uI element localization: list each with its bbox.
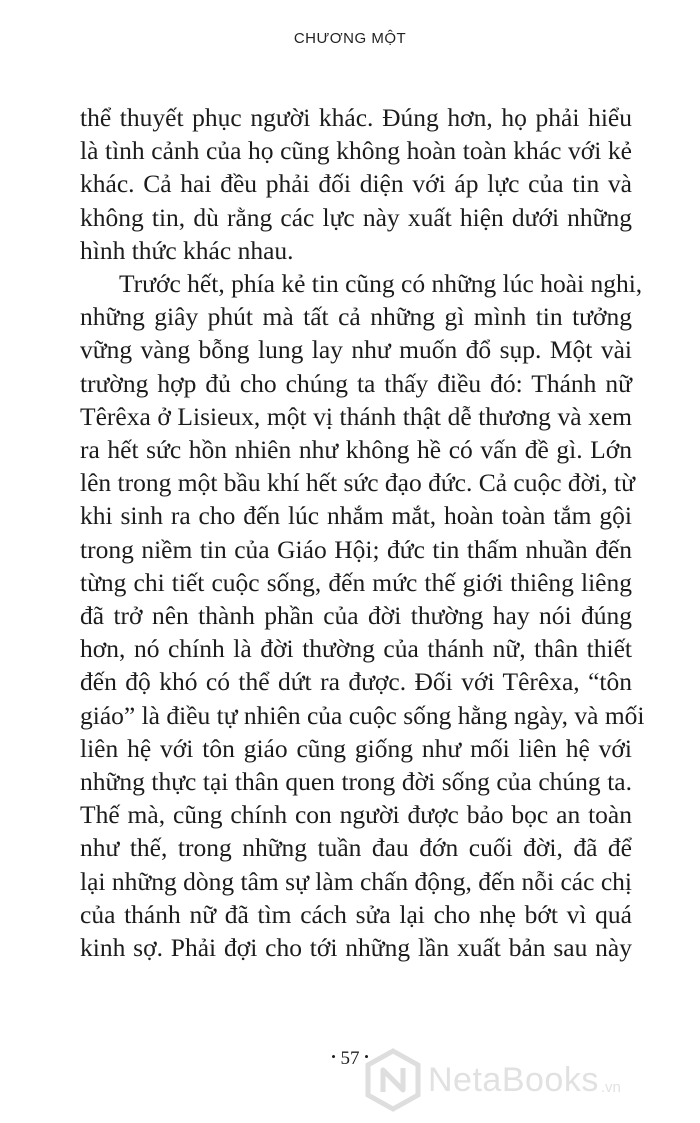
text-line: không tin, dù rằng các lực này xuất hiện dưới những <box>80 202 632 232</box>
chapter-header: CHƯƠNG MỘT <box>293 30 407 47</box>
text-line: kinh sợ. Phải đợi cho tới những lần xuất bản sau này <box>80 933 632 963</box>
text-line: vững vàng bỗng lung lay như muốn đổ sụp. Một vài <box>80 335 632 365</box>
text-line: hơn, nó chính là đời thường của thánh nữ, thân thiết <box>80 634 632 664</box>
text-line: những giây phút mà tất cả những gì mình tin tưởng <box>80 302 632 332</box>
text-line: đã trở nên thành phần của đời thường hay nói đúng <box>80 601 632 631</box>
text-line: trường hợp đủ cho chúng ta thấy điều đó: Thánh nữ <box>80 368 632 398</box>
text-line: là tình cảnh của họ cũng không hoàn toàn khác với kẻ <box>80 136 632 166</box>
page-number: 57 <box>340 1048 360 1069</box>
text-line: Trước hết, phía kẻ tin cũng có những lúc hoài nghi, <box>119 269 643 299</box>
text-line: khi sinh ra cho đến lúc nhắm mắt, hoàn toàn tắm gội <box>80 501 632 531</box>
text-line: khác. Cả hai đều phải đối diện với áp lực của tin và <box>80 169 632 199</box>
watermark-suffix: .vn <box>600 1079 621 1096</box>
text-line: ra hết sức hồn nhiên như không hề có vấn đề gì. Lớn <box>80 435 632 465</box>
watermark-brand: NetaBooks <box>428 1060 599 1099</box>
text-line: thể thuyết phục người khác. Đúng hơn, họ phải hiểu <box>80 103 632 132</box>
bullet-left: • <box>331 1049 336 1064</box>
text-line: Têrêxa ở Lisieux, một vị thánh thật dễ thương và xem <box>80 401 632 431</box>
text-line: trong niềm tin của Giáo Hội; đức tin thấm nhuần đến <box>80 534 632 564</box>
body-text <box>80 101 645 964</box>
text-line: của thánh nữ đã tìm cách sửa lại cho nhẹ bớt vì quá <box>80 899 632 929</box>
text-line: hình thức khác nhau. <box>80 235 294 265</box>
watermark <box>364 1048 621 1112</box>
netabooks-logo-icon <box>364 1048 422 1112</box>
text-line: những thực tại thân quen trong đời sống của chúng ta. <box>80 767 632 797</box>
bullet-right: • <box>364 1049 369 1064</box>
text-line: từng chi tiết cuộc sống, đến mức thế giới thiêng liêng <box>80 567 632 597</box>
text-line: như thế, trong những tuần đau đớn cuối đời, đã để <box>80 833 632 863</box>
text-line: Thế mà, cũng chính con người được bảo bọc an toàn <box>80 800 632 830</box>
text-line: lại những dòng tâm sự làm chấn động, đến nỗi các chị <box>80 866 632 896</box>
text-line: lên trong một bầu khí hết sức đạo đức. Cả cuộc đời, từ <box>80 468 635 498</box>
text-line: liên hệ với tôn giáo cũng giống như mối liên hệ với <box>80 733 632 763</box>
text-line: đến độ khó có thể dứt ra được. Đối với Têrêxa, “tôn <box>80 667 632 697</box>
text-line: giáo” là điều tự nhiên của cuộc sống hằng ngày, và mối <box>80 700 645 730</box>
